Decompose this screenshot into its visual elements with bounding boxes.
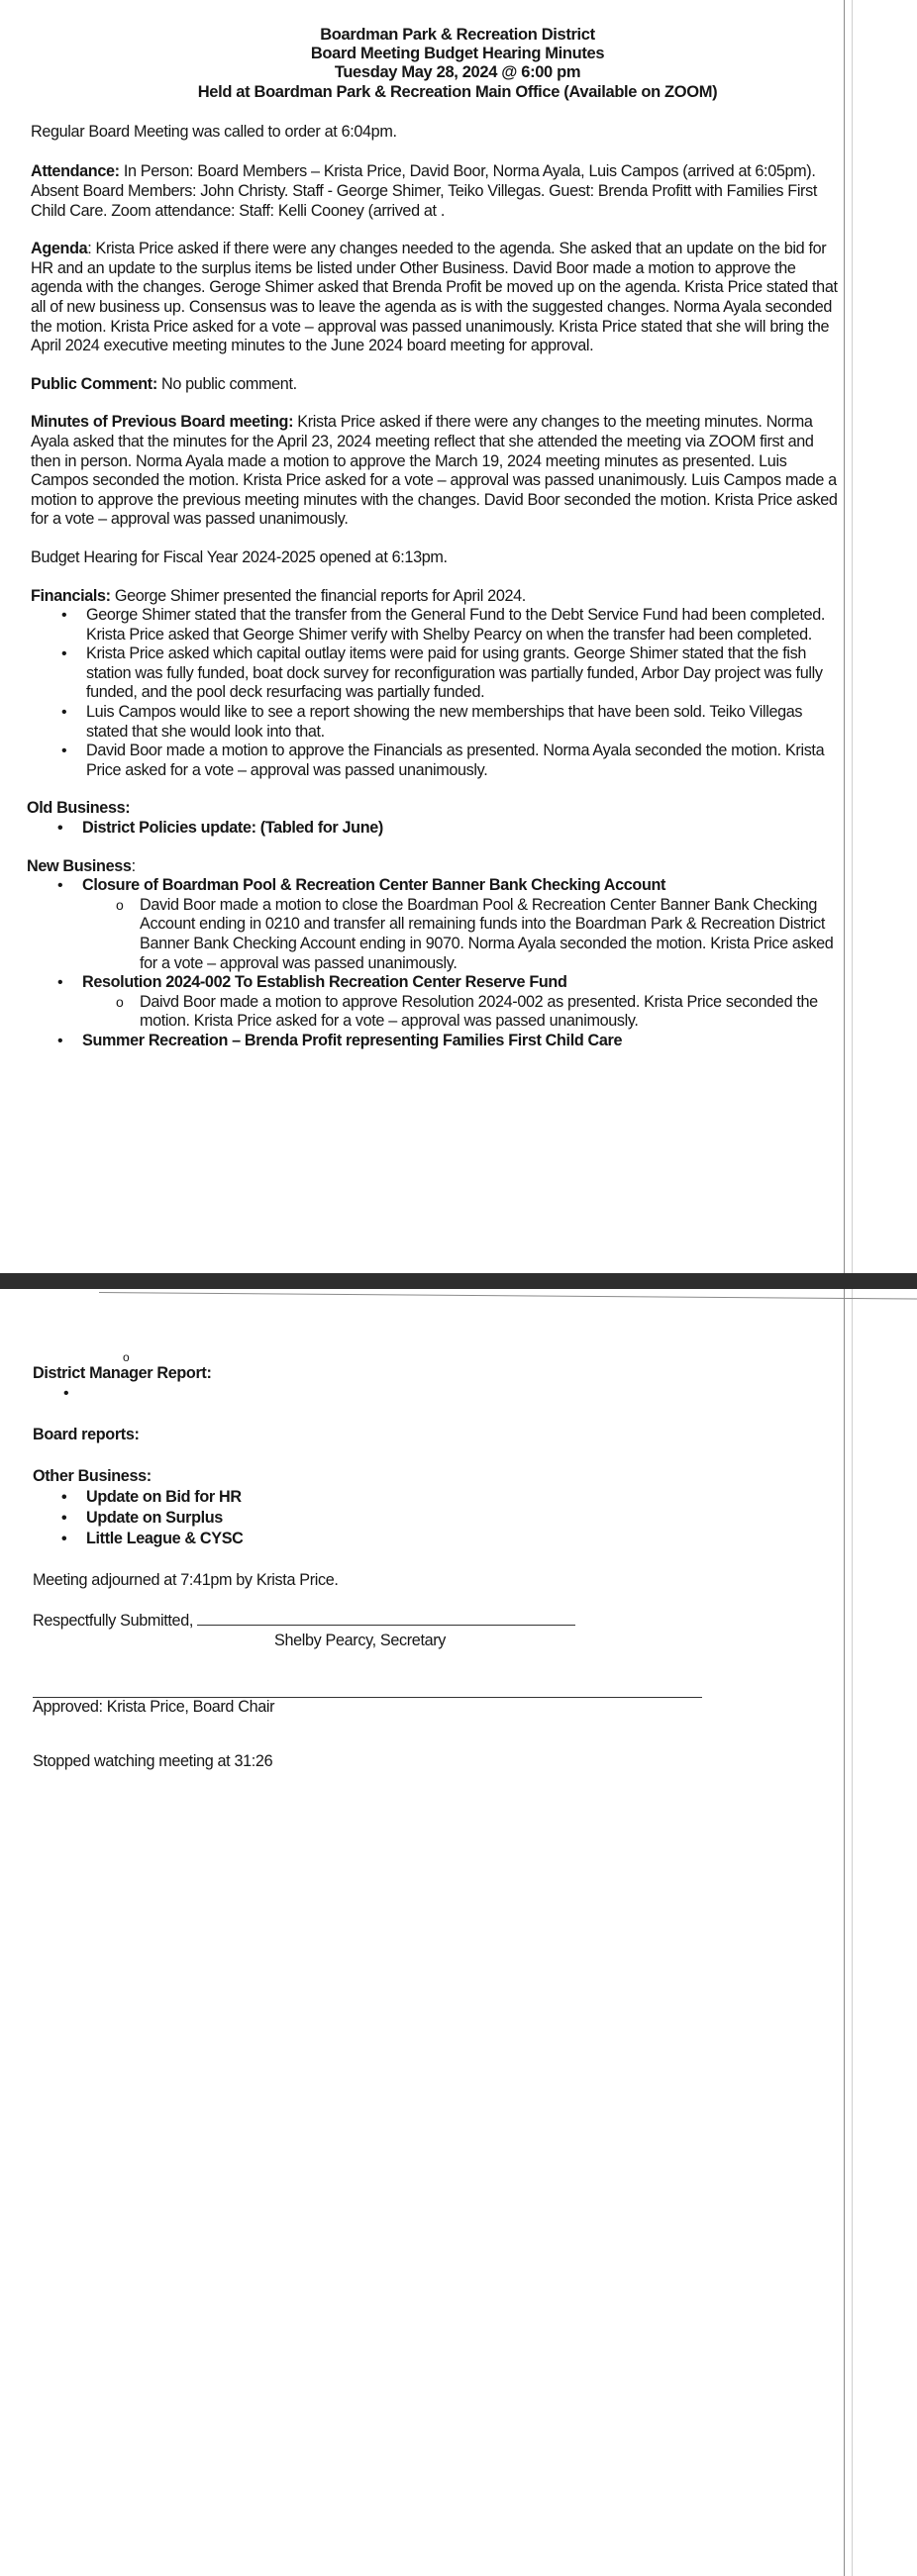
list-item: • Update on Surplus xyxy=(86,1508,847,1529)
agenda-section xyxy=(31,240,845,356)
orphan-sub-bullet: o xyxy=(123,1350,130,1364)
list-item xyxy=(88,1384,847,1403)
org-name: Boardman Park & Recreation District xyxy=(320,26,595,44)
sub-list-item: o David Boor made a motion to close the Boardman Pool & Recreation Center Banner Bank Checking Account ending in 0210 and transfer all remaining funds into the Boardman Park & Recreation District Banner Bank Checking Account ending in 9070. Norma Ayala seconded the motion. Krista Price asked for a vote – approval was passed unanimously. xyxy=(140,896,845,973)
minutes-body xyxy=(27,26,845,1051)
adjournment: Meeting adjourned at 7:41pm by Krista Price. xyxy=(33,1570,339,1589)
financials-intro xyxy=(31,587,845,607)
meeting-title: Board Meeting Budget Hearing Minutes xyxy=(310,45,605,63)
page-edge-line xyxy=(852,1289,853,2576)
agenda-text: : Krista Price asked if there were any changes needed to the agenda. She asked that an update on the bid for HR and an update to the surplus items be listed under Other Business. David Boor made a motion to approve the agenda with the changes. Geroge Shimer asked that Brenda Profit be moved up on the agenda. Krista Price stated that all of new business up. Consensus was to leave the agenda as is with the suggested changes. Norma Ayala seconded the motion. Krista Price asked for a vote – approval was passed unanimously. Krista Price stated that she will bring the April 2024 executive meeting minutes to the June 2024 board meeting for approval. xyxy=(31,240,838,355)
sub-list xyxy=(82,896,845,973)
new-business-item-title: Summer Recreation – Brenda Profit representing Families First Child Care xyxy=(82,1031,623,1049)
list-item xyxy=(82,876,845,973)
financials-label: Financials: xyxy=(31,586,111,605)
submitted-line xyxy=(33,1611,847,1632)
list-item: • District Policies update: (Tabled for June) xyxy=(82,819,845,839)
page-break xyxy=(0,1273,917,1289)
old-business-label: Old Business: xyxy=(27,799,131,818)
document-header xyxy=(31,26,845,102)
chair-signature-line xyxy=(33,1679,702,1698)
attendance-section xyxy=(31,162,845,221)
board-reports-label: Board reports: xyxy=(33,1425,140,1443)
stopped-watching-note: Stopped watching meeting at 31:26 xyxy=(33,1752,273,1771)
financials-list xyxy=(31,606,845,780)
new-business-heading xyxy=(27,857,845,877)
budget-hearing: Budget Hearing for Fiscal Year 2024-2025 opened at 6:13pm. xyxy=(31,547,448,566)
meeting-date: Tuesday May 28, 2024 @ 6:00 pm xyxy=(334,63,581,82)
financials-section xyxy=(31,587,845,781)
page-edge-line xyxy=(852,0,853,1273)
list-item: • George Shimer stated that the transfer from the General Fund to the Debt Service Fund had been completed. Krista Price asked that George Shimer verify with Shelby Pearcy on when the transfer had been completed. xyxy=(86,606,845,644)
list-item xyxy=(82,1032,845,1051)
secretary-name: Shelby Pearcy, Secretary xyxy=(274,1631,447,1649)
district-manager-report-list xyxy=(33,1384,847,1403)
new-business-item-title: Closure of Boardman Pool & Recreation Center Banner Bank Checking Account xyxy=(82,876,666,895)
agenda-label: Agenda xyxy=(31,240,88,258)
submitted-label: Respectfully Submitted, xyxy=(33,1612,198,1631)
old-business-section xyxy=(27,799,845,838)
other-business-list xyxy=(33,1487,847,1549)
district-manager-report-label: District Manager Report: xyxy=(33,1364,212,1382)
list-item: • Luis Campos would like to see a report showing the new memberships that have been sold. Teiko Villegas stated that she would look into that. xyxy=(86,703,845,742)
signature-block xyxy=(33,1611,847,1717)
document-page-2 xyxy=(0,1289,917,2576)
new-business-item-title: Resolution 2024-002 To Establish Recreation Center Reserve Fund xyxy=(82,973,567,992)
attendance-text: In Person: Board Members – Krista Price, David Boor, Norma Ayala, Luis Campos (arrived at 6:05pm). Absent Board Members: John Christy. Staff - George Shimer, Teiko Villegas. Guest: Brenda Profitt with Families First Child Care. Zoom attendance: Staff: Kelli Cooney (arrived at . xyxy=(31,162,817,220)
previous-minutes-label: Minutes of Previous Board meeting: xyxy=(31,413,294,432)
minutes-body-continued xyxy=(33,1350,847,1772)
public-comment-label: Public Comment: xyxy=(31,374,157,393)
new-business-list xyxy=(27,876,845,1050)
sub-list-item: o Daivd Boor made a motion to approve Resolution 2024-002 as presented. Krista Price seconded the motion. Krista Price asked for a vote – approval was passed unanimously. xyxy=(140,993,845,1032)
public-comment-section xyxy=(31,375,845,395)
list-item: • Krista Price asked which capital outlay items were paid for using grants. George Shimer stated that the fish station was fully funded, boat dock survey for reconfiguration was partially funded, Arbor Day project was fully funded, and the pool deck resurfacing was partially funded. xyxy=(86,644,845,703)
other-business-section xyxy=(33,1467,847,1549)
list-item xyxy=(82,973,845,1032)
list-item: • Update on Bid for HR xyxy=(86,1487,847,1508)
meeting-location: Held at Boardman Park & Recreation Main Office (Available on ZOOM) xyxy=(197,82,718,101)
other-business-label: Other Business: xyxy=(33,1467,152,1486)
new-business-label: New Business xyxy=(27,856,132,875)
sub-list xyxy=(82,993,845,1032)
public-comment-text: No public comment. xyxy=(156,374,297,393)
new-business-section xyxy=(27,857,845,1051)
previous-minutes-section xyxy=(31,413,845,530)
previous-minutes-text: Krista Price asked if there were any changes to the meeting minutes. Norma Ayala asked that the minutes for the April 23, 2024 meeting reflect that she attended the meeting via ZOOM first and then in person. Norma Ayala made a motion to approve the March 19, 2024 meeting minutes as presented. Luis Campos seconded the motion. Krista Price asked for a vote – approval was passed unanimously. Luis Campos made a motion to approve the previous meeting minutes with the changes. David Boor seconded the motion. Krista Price asked for a vote – approval was passed unanimously. xyxy=(31,413,838,529)
new-business-colon: : xyxy=(131,856,136,875)
old-business-list xyxy=(27,819,845,839)
call-to-order: Regular Board Meeting was called to order at 6:04pm. xyxy=(31,122,397,141)
financials-text: George Shimer presented the financial reports for April 2024. xyxy=(110,586,526,605)
approved-by: Approved: Krista Price, Board Chair xyxy=(33,1697,275,1716)
list-item: • Little League & CYSC xyxy=(86,1529,847,1549)
attendance-label: Attendance: xyxy=(31,162,120,181)
document-page-1 xyxy=(0,0,917,1273)
secretary-signature-line xyxy=(197,1611,575,1626)
list-item: • David Boor made a motion to approve the Financials as presented. Norma Ayala seconded the motion. Krista Price asked for a vote – approval was passed unanimously. xyxy=(86,742,845,780)
